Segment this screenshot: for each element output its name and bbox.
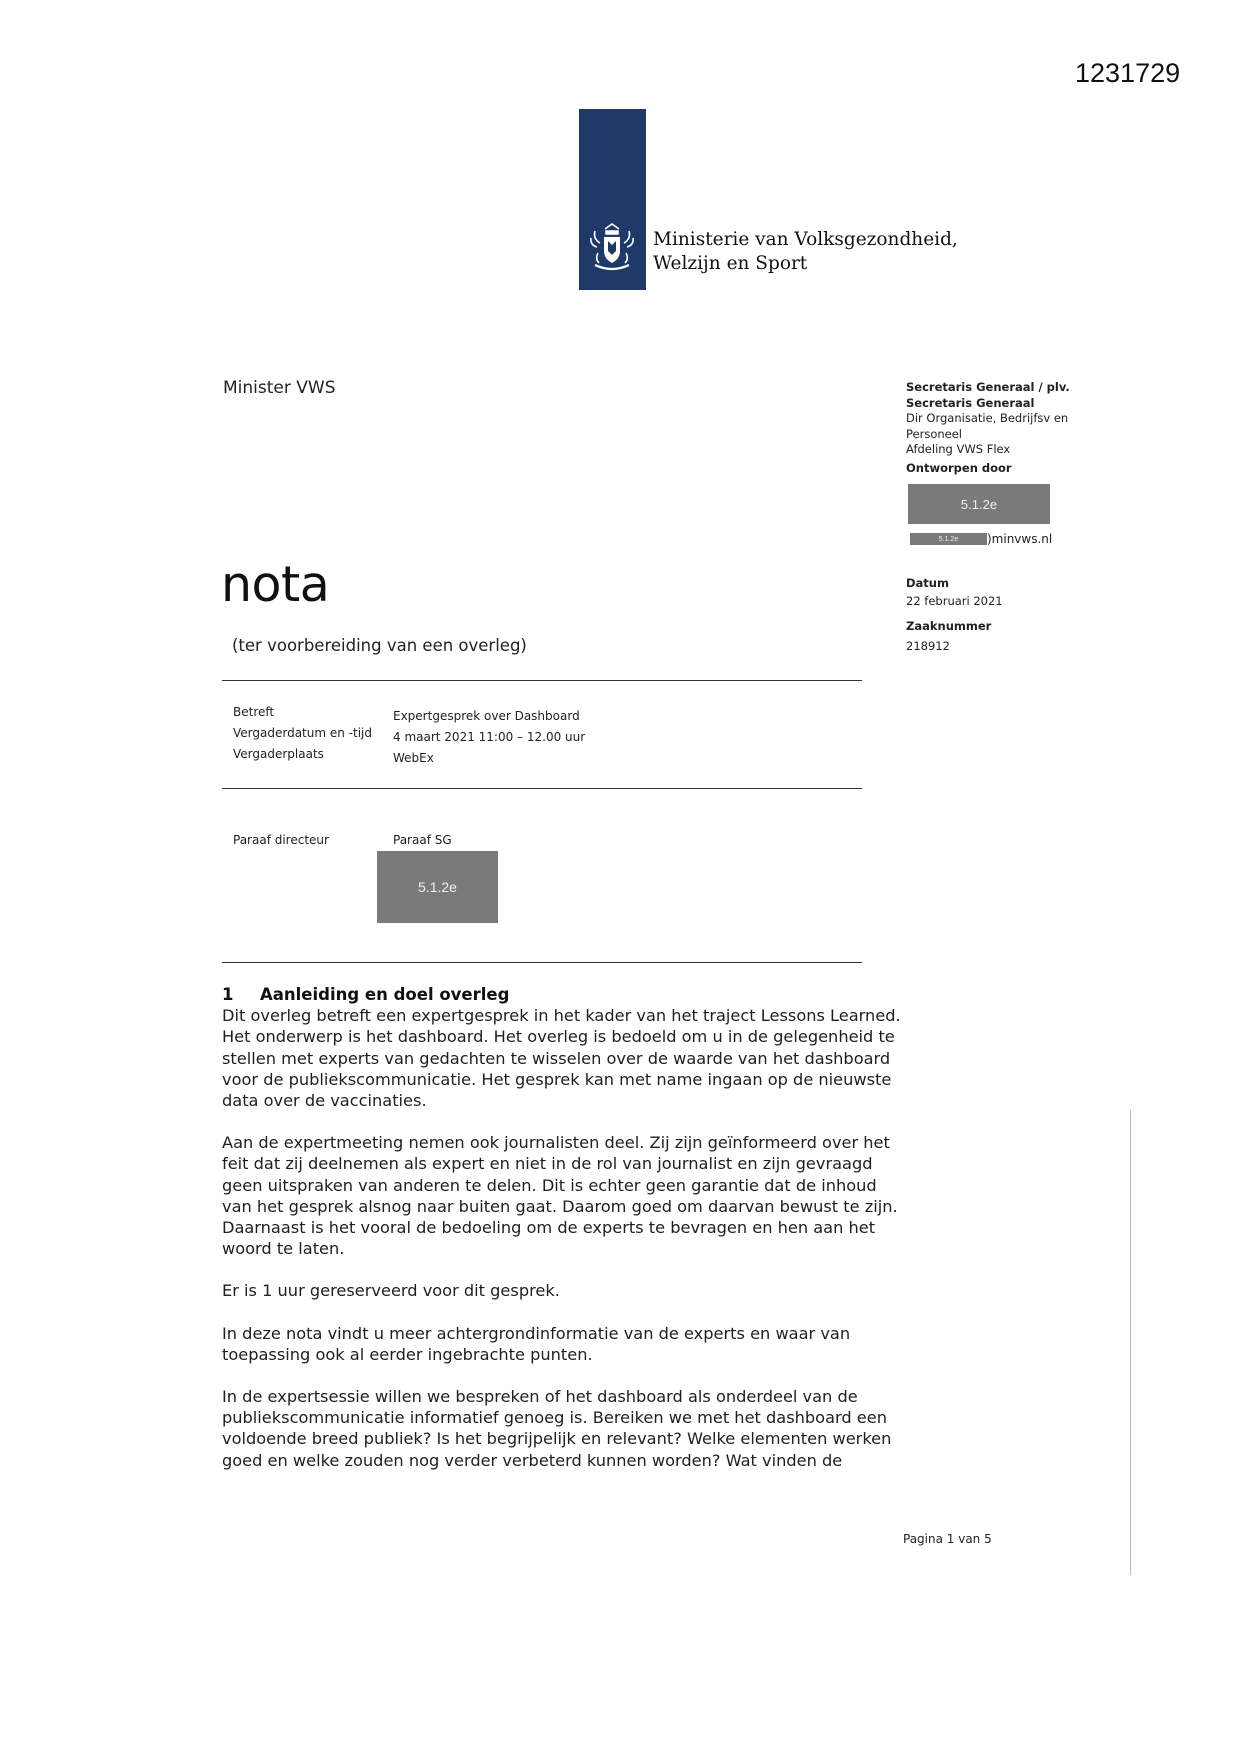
paragraph-5: In deze nota vindt u meer achtergrondinformatie van de experts en waar van toepassing ook al eerder ingebrachte punten.	[222, 1323, 851, 1364]
dept-line3: Afdeling VWS Flex	[906, 442, 1011, 456]
page-subtitle: (ter voorbereiding van een overleg)	[232, 636, 527, 655]
addressee: Minister VWS	[223, 378, 336, 398]
section-number: 1	[222, 985, 234, 1004]
divider	[222, 962, 862, 963]
subject-value: Expertgesprek over Dashboard	[393, 709, 580, 723]
designer-redaction: 5.1.2e	[908, 484, 1050, 524]
case-label: Zaaknummer	[906, 619, 992, 633]
datetime-label: Vergaderdatum en -tijd	[233, 726, 372, 740]
datetime-value: 4 maart 2021 11:00 – 12.00 uur	[393, 730, 586, 744]
divider	[222, 680, 862, 681]
ministry-name-line2: Welzijn en Sport	[653, 253, 808, 274]
ministry-name	[653, 228, 958, 276]
dept-line1: Dir Organisatie, Bedrijfsv en	[906, 411, 1069, 425]
place-value: WebEx	[393, 751, 434, 765]
paraaf-redaction: 5.1.2e	[377, 851, 498, 923]
paraaf-sg-label: Paraaf SG	[393, 833, 452, 847]
paraaf-director-label: Paraaf directeur	[233, 833, 329, 847]
meeting-labels	[233, 702, 372, 765]
email-redaction: 5.1.2e	[910, 533, 987, 545]
date-label: Datum	[906, 576, 949, 590]
email-suffix: )minvws.nl	[987, 532, 1053, 546]
paragraph-6: In de expertsessie willen we bespreken of het dashboard als onderdeel van de publiekscommunicatie informatief genoeg is. Bereiken we met het dashboard een voldoende breed publiek? Is het begrijpelijk en relevant? Welke elementen werken goed en welke zouden nog verder verbeterd kunnen worden? Wat vinden de	[222, 1387, 892, 1470]
place-label: Vergaderplaats	[233, 747, 324, 761]
meeting-values	[393, 706, 585, 769]
section-1	[222, 984, 902, 1492]
page-title: nota	[221, 556, 330, 613]
sidebar-sender	[906, 380, 1070, 476]
paragraph-3: Daarnaast is het vooral de bedoeling om de experts te bevragen en hen aan het woord te laten.	[222, 1218, 876, 1259]
divider	[222, 788, 862, 789]
document-number: 1231729	[1075, 58, 1181, 88]
paragraph-1: Dit overleg betreft een expertgesprek in het kader van het traject Lessons Learned. Het onderwerp is het dashboard. Het overleg is bedoeld om u in de gelegenheid te stellen met experts van gedachten te wisselen over de waarde van het dashboard voor de publiekscommunicatie. Het gesprek kan met name ingaan op de nieuwste data over de vaccinaties.	[222, 1006, 901, 1111]
ministry-logo-bar	[579, 109, 646, 290]
sender-line1: Secretaris Generaal / plv.	[906, 380, 1070, 394]
paragraph-4: Er is 1 uur gereserveerd voor dit gesprek.	[222, 1281, 560, 1301]
sender-line2: Secretaris Generaal	[906, 395, 1035, 410]
ministry-name-line1: Ministerie van Volksgezondheid,	[653, 229, 958, 250]
sidebar-date	[906, 576, 1003, 654]
dept-line2: Personeel	[906, 426, 962, 441]
scan-edge-line	[1130, 1110, 1131, 1575]
subject-label: Betreft	[233, 705, 275, 719]
designer-email	[910, 532, 1052, 546]
section-title: Aanleiding en doel overleg	[260, 985, 510, 1004]
page-number: Pagina 1 van 5	[903, 1532, 992, 1546]
date-value: 22 februari 2021	[906, 593, 1003, 608]
coat-of-arms-icon	[585, 221, 639, 275]
paragraph-2: Aan de expertmeeting nemen ook journalisten deel. Zij zijn geïnformeerd over het feit dat zij deelnemen als expert en niet in de rol van journalist en zijn gevraagd geen uitspraken van anderen te delen. Dit is echter geen garantie dat de inhoud van het gesprek alsnog naar buiten gaat. Daarom goed om daarvan bewust te zijn.	[222, 1133, 898, 1216]
section-heading	[222, 984, 902, 1005]
case-value: 218912	[906, 638, 950, 653]
designed-by-label: Ontworpen door	[906, 460, 1012, 475]
